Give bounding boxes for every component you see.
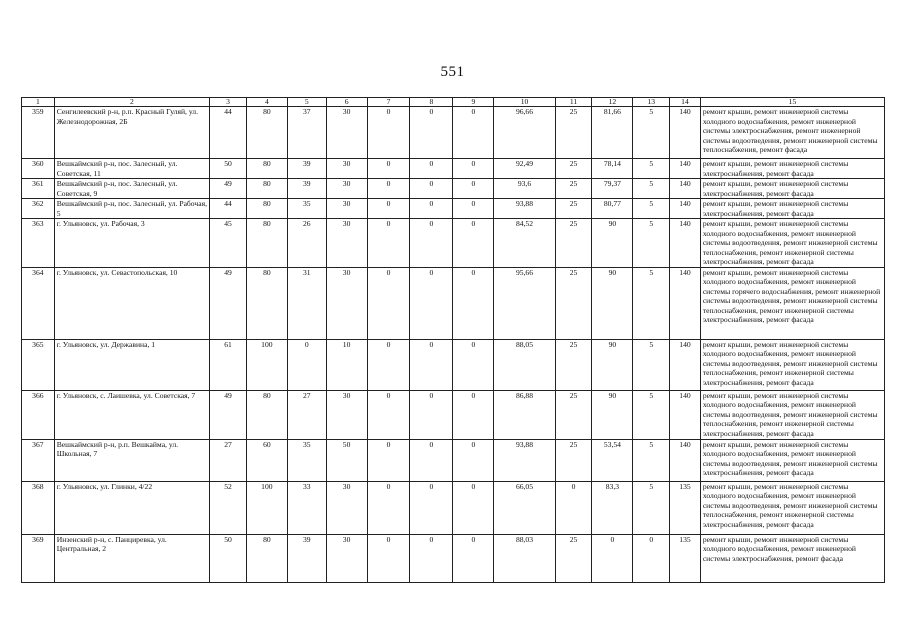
table-row bbox=[22, 199, 885, 219]
column-header: 9 bbox=[453, 98, 494, 107]
value-cell: 78,14 bbox=[592, 159, 633, 179]
value-cell: 0 bbox=[453, 439, 494, 481]
column-header: 4 bbox=[246, 98, 287, 107]
value-cell: 25 bbox=[555, 219, 592, 268]
value-cell: 80 bbox=[246, 219, 287, 268]
row-number-cell: 368 bbox=[22, 481, 55, 534]
value-cell: 33 bbox=[287, 481, 326, 534]
value-cell: 93,88 bbox=[494, 439, 555, 481]
value-cell: 86,88 bbox=[494, 390, 555, 439]
value-cell: 44 bbox=[210, 199, 247, 219]
table-row bbox=[22, 390, 885, 439]
address-cell: Вешкаймский р-н, р.п. Вешкайма, ул. Школьная, 7 bbox=[54, 439, 209, 481]
works-cell: ремонт крыши, ремонт инженерной системы холодного водоснабжения, ремонт инженерной системы горячего водоснабжения, ремонт инженерной системы водоотведения, ремонт инженерной системы теплоснабжения, ремонт инженерной системы электроснабжения, ремонт фасада bbox=[700, 267, 884, 339]
value-cell: 0 bbox=[367, 219, 410, 268]
value-cell: 0 bbox=[453, 390, 494, 439]
column-header: 3 bbox=[210, 98, 247, 107]
value-cell: 0 bbox=[410, 439, 453, 481]
table-row bbox=[22, 534, 885, 582]
address-cell: г. Ульяновск, с. Лаишевка, ул. Советская, 7 bbox=[54, 390, 209, 439]
column-header: 2 bbox=[54, 98, 209, 107]
value-cell: 0 bbox=[367, 199, 410, 219]
value-cell: 35 bbox=[287, 439, 326, 481]
value-cell: 0 bbox=[453, 179, 494, 199]
page-number: 551 bbox=[440, 64, 465, 80]
value-cell: 0 bbox=[367, 390, 410, 439]
value-cell: 140 bbox=[670, 179, 701, 199]
works-cell: ремонт крыши, ремонт инженерной системы электроснабжения, ремонт фасада bbox=[700, 179, 884, 199]
value-cell: 88,05 bbox=[494, 339, 555, 390]
value-cell: 80 bbox=[246, 390, 287, 439]
value-cell: 30 bbox=[326, 199, 367, 219]
works-cell: ремонт крыши, ремонт инженерной системы холодного водоснабжения, ремонт инженерной системы водоотведения, ремонт инженерной системы теплоснабжения, ремонт инженерной системы электроснабжения, ремонт фасада bbox=[700, 481, 884, 534]
row-number-cell: 367 bbox=[22, 439, 55, 481]
column-header: 1 bbox=[22, 98, 55, 107]
value-cell: 50 bbox=[210, 159, 247, 179]
address-cell: Сенгилеевский р-н, р.п. Красный Гуляй, ул. Железнодорожная, 2Б bbox=[54, 107, 209, 159]
value-cell: 27 bbox=[210, 439, 247, 481]
value-cell: 140 bbox=[670, 267, 701, 339]
value-cell: 5 bbox=[633, 339, 670, 390]
value-cell: 5 bbox=[633, 439, 670, 481]
table-row bbox=[22, 481, 885, 534]
value-cell: 140 bbox=[670, 199, 701, 219]
value-cell: 30 bbox=[326, 219, 367, 268]
value-cell: 5 bbox=[633, 107, 670, 159]
value-cell: 0 bbox=[410, 339, 453, 390]
value-cell: 10 bbox=[326, 339, 367, 390]
value-cell: 27 bbox=[287, 390, 326, 439]
value-cell: 0 bbox=[633, 534, 670, 582]
value-cell: 49 bbox=[210, 390, 247, 439]
value-cell: 140 bbox=[670, 159, 701, 179]
works-cell: ремонт крыши, ремонт инженерной системы холодного водоснабжения, ремонт инженерной системы водоотведения, ремонт инженерной системы теплоснабжения, ремонт инженерной системы электроснабжения, ремонт фасада bbox=[700, 219, 884, 268]
address-cell: Вешкаймский р-н, пос. Залесный, ул. Рабочая, 5 bbox=[54, 199, 209, 219]
table-row bbox=[22, 439, 885, 481]
value-cell: 5 bbox=[633, 179, 670, 199]
value-cell: 0 bbox=[410, 534, 453, 582]
value-cell: 0 bbox=[367, 107, 410, 159]
value-cell: 5 bbox=[633, 390, 670, 439]
value-cell: 100 bbox=[246, 339, 287, 390]
value-cell: 60 bbox=[246, 439, 287, 481]
column-header: 5 bbox=[287, 98, 326, 107]
value-cell: 0 bbox=[410, 179, 453, 199]
value-cell: 25 bbox=[555, 339, 592, 390]
value-cell: 140 bbox=[670, 219, 701, 268]
value-cell: 93,6 bbox=[494, 179, 555, 199]
value-cell: 0 bbox=[410, 199, 453, 219]
column-header: 14 bbox=[670, 98, 701, 107]
value-cell: 30 bbox=[326, 267, 367, 339]
row-number-cell: 360 bbox=[22, 159, 55, 179]
column-header: 12 bbox=[592, 98, 633, 107]
column-header: 11 bbox=[555, 98, 592, 107]
value-cell: 140 bbox=[670, 339, 701, 390]
row-number-cell: 361 bbox=[22, 179, 55, 199]
value-cell: 93,88 bbox=[494, 199, 555, 219]
table-body bbox=[22, 107, 885, 583]
value-cell: 90 bbox=[592, 390, 633, 439]
value-cell: 50 bbox=[326, 439, 367, 481]
table-row bbox=[22, 107, 885, 159]
value-cell: 0 bbox=[555, 481, 592, 534]
value-cell: 31 bbox=[287, 267, 326, 339]
column-header: 15 bbox=[700, 98, 884, 107]
value-cell: 52 bbox=[210, 481, 247, 534]
works-cell: ремонт крыши, ремонт инженерной системы холодного водоснабжения, ремонт инженерной системы электроснабжения, ремонт фасада bbox=[700, 534, 884, 582]
value-cell: 5 bbox=[633, 159, 670, 179]
row-number-cell: 366 bbox=[22, 390, 55, 439]
row-number-cell: 359 bbox=[22, 107, 55, 159]
value-cell: 0 bbox=[410, 267, 453, 339]
value-cell: 0 bbox=[453, 267, 494, 339]
value-cell: 0 bbox=[367, 534, 410, 582]
row-number-cell: 364 bbox=[22, 267, 55, 339]
works-cell: ремонт крыши, ремонт инженерной системы холодного водоснабжения, ремонт инженерной системы электроснабжения, ремонт инженерной системы водоотведения, ремонт инженерной системы теплоснабжения, ремонт фасада bbox=[700, 107, 884, 159]
works-cell: ремонт крыши, ремонт инженерной системы электроснабжения, ремонт фасада bbox=[700, 199, 884, 219]
address-cell: г. Ульяновск, ул. Державина, 1 bbox=[54, 339, 209, 390]
value-cell: 0 bbox=[367, 481, 410, 534]
value-cell: 0 bbox=[287, 339, 326, 390]
address-cell: Вешкаймский р-н, пос. Залесный, ул. Советская, 9 bbox=[54, 179, 209, 199]
row-number-cell: 363 bbox=[22, 219, 55, 268]
value-cell: 30 bbox=[326, 481, 367, 534]
value-cell: 83,3 bbox=[592, 481, 633, 534]
value-cell: 25 bbox=[555, 390, 592, 439]
value-cell: 90 bbox=[592, 219, 633, 268]
table-row bbox=[22, 159, 885, 179]
value-cell: 80 bbox=[246, 179, 287, 199]
column-header: 13 bbox=[633, 98, 670, 107]
value-cell: 50 bbox=[210, 534, 247, 582]
works-cell: ремонт крыши, ремонт инженерной системы электроснабжения, ремонт фасада bbox=[700, 159, 884, 179]
value-cell: 0 bbox=[367, 179, 410, 199]
table-header-row bbox=[22, 98, 885, 107]
value-cell: 30 bbox=[326, 534, 367, 582]
value-cell: 5 bbox=[633, 199, 670, 219]
column-header: 7 bbox=[367, 98, 410, 107]
value-cell: 0 bbox=[410, 107, 453, 159]
value-cell: 45 bbox=[210, 219, 247, 268]
value-cell: 80 bbox=[246, 107, 287, 159]
value-cell: 0 bbox=[367, 439, 410, 481]
works-cell: ремонт крыши, ремонт инженерной системы холодного водоснабжения, ремонт инженерной системы водоотведения, ремонт инженерной системы теплоснабжения, ремонт инженерной системы электроснабжения, ремонт фасада bbox=[700, 339, 884, 390]
value-cell: 0 bbox=[453, 107, 494, 159]
value-cell: 80 bbox=[246, 267, 287, 339]
table-row bbox=[22, 179, 885, 199]
value-cell: 0 bbox=[453, 199, 494, 219]
value-cell: 25 bbox=[555, 267, 592, 339]
value-cell: 66,05 bbox=[494, 481, 555, 534]
value-cell: 5 bbox=[633, 219, 670, 268]
address-cell: Вешкаймский р-н, пос. Залесный, ул. Советская, 11 bbox=[54, 159, 209, 179]
value-cell: 88,03 bbox=[494, 534, 555, 582]
value-cell: 0 bbox=[410, 390, 453, 439]
value-cell: 35 bbox=[287, 199, 326, 219]
column-header: 6 bbox=[326, 98, 367, 107]
value-cell: 80 bbox=[246, 534, 287, 582]
value-cell: 90 bbox=[592, 267, 633, 339]
address-cell: г. Ульяновск, ул. Рабочая, 3 bbox=[54, 219, 209, 268]
table-row bbox=[22, 339, 885, 390]
value-cell: 140 bbox=[670, 107, 701, 159]
value-cell: 61 bbox=[210, 339, 247, 390]
value-cell: 25 bbox=[555, 534, 592, 582]
address-cell: г. Ульяновск, ул. Севастопольская, 10 bbox=[54, 267, 209, 339]
value-cell: 30 bbox=[326, 159, 367, 179]
value-cell: 135 bbox=[670, 481, 701, 534]
value-cell: 26 bbox=[287, 219, 326, 268]
value-cell: 30 bbox=[326, 390, 367, 439]
value-cell: 80 bbox=[246, 199, 287, 219]
value-cell: 0 bbox=[453, 339, 494, 390]
value-cell: 0 bbox=[410, 481, 453, 534]
row-number-cell: 362 bbox=[22, 199, 55, 219]
row-number-cell: 369 bbox=[22, 534, 55, 582]
value-cell: 30 bbox=[326, 179, 367, 199]
column-header: 8 bbox=[410, 98, 453, 107]
value-cell: 0 bbox=[367, 267, 410, 339]
works-cell: ремонт крыши, ремонт инженерной системы холодного водоснабжения, ремонт инженерной системы водоотведения, ремонт инженерной системы теплоснабжения, ремонт инженерной системы электроснабжения, ремонт фасада bbox=[700, 390, 884, 439]
value-cell: 0 bbox=[410, 159, 453, 179]
value-cell: 25 bbox=[555, 199, 592, 219]
value-cell: 135 bbox=[670, 534, 701, 582]
value-cell: 49 bbox=[210, 179, 247, 199]
value-cell: 49 bbox=[210, 267, 247, 339]
value-cell: 140 bbox=[670, 390, 701, 439]
value-cell: 80,77 bbox=[592, 199, 633, 219]
column-header: 10 bbox=[494, 98, 555, 107]
value-cell: 81,66 bbox=[592, 107, 633, 159]
value-cell: 96,66 bbox=[494, 107, 555, 159]
value-cell: 39 bbox=[287, 179, 326, 199]
repair-registry-table bbox=[21, 97, 885, 583]
value-cell: 5 bbox=[633, 481, 670, 534]
value-cell: 25 bbox=[555, 439, 592, 481]
value-cell: 53,54 bbox=[592, 439, 633, 481]
value-cell: 5 bbox=[633, 267, 670, 339]
value-cell: 0 bbox=[410, 219, 453, 268]
value-cell: 39 bbox=[287, 159, 326, 179]
table-row bbox=[22, 267, 885, 339]
value-cell: 30 bbox=[326, 107, 367, 159]
address-cell: г. Ульяновск, ул. Глинки, 4/22 bbox=[54, 481, 209, 534]
value-cell: 79,37 bbox=[592, 179, 633, 199]
row-number-cell: 365 bbox=[22, 339, 55, 390]
value-cell: 37 bbox=[287, 107, 326, 159]
value-cell: 25 bbox=[555, 179, 592, 199]
value-cell: 0 bbox=[453, 219, 494, 268]
value-cell: 25 bbox=[555, 159, 592, 179]
value-cell: 100 bbox=[246, 481, 287, 534]
value-cell: 95,66 bbox=[494, 267, 555, 339]
address-cell: Инзенский р-н, с. Панциревка, ул. Центральная, 2 bbox=[54, 534, 209, 582]
value-cell: 0 bbox=[453, 481, 494, 534]
value-cell: 90 bbox=[592, 339, 633, 390]
value-cell: 0 bbox=[367, 339, 410, 390]
value-cell: 25 bbox=[555, 107, 592, 159]
value-cell: 44 bbox=[210, 107, 247, 159]
value-cell: 84,52 bbox=[494, 219, 555, 268]
value-cell: 0 bbox=[592, 534, 633, 582]
value-cell: 0 bbox=[453, 159, 494, 179]
table-row bbox=[22, 219, 885, 268]
value-cell: 140 bbox=[670, 439, 701, 481]
value-cell: 0 bbox=[453, 534, 494, 582]
value-cell: 39 bbox=[287, 534, 326, 582]
value-cell: 80 bbox=[246, 159, 287, 179]
value-cell: 92,49 bbox=[494, 159, 555, 179]
value-cell: 0 bbox=[367, 159, 410, 179]
works-cell: ремонт крыши, ремонт инженерной системы холодного водоснабжения, ремонт инженерной системы водоотведения, ремонт инженерной системы электроснабжения, ремонт фасада bbox=[700, 439, 884, 481]
